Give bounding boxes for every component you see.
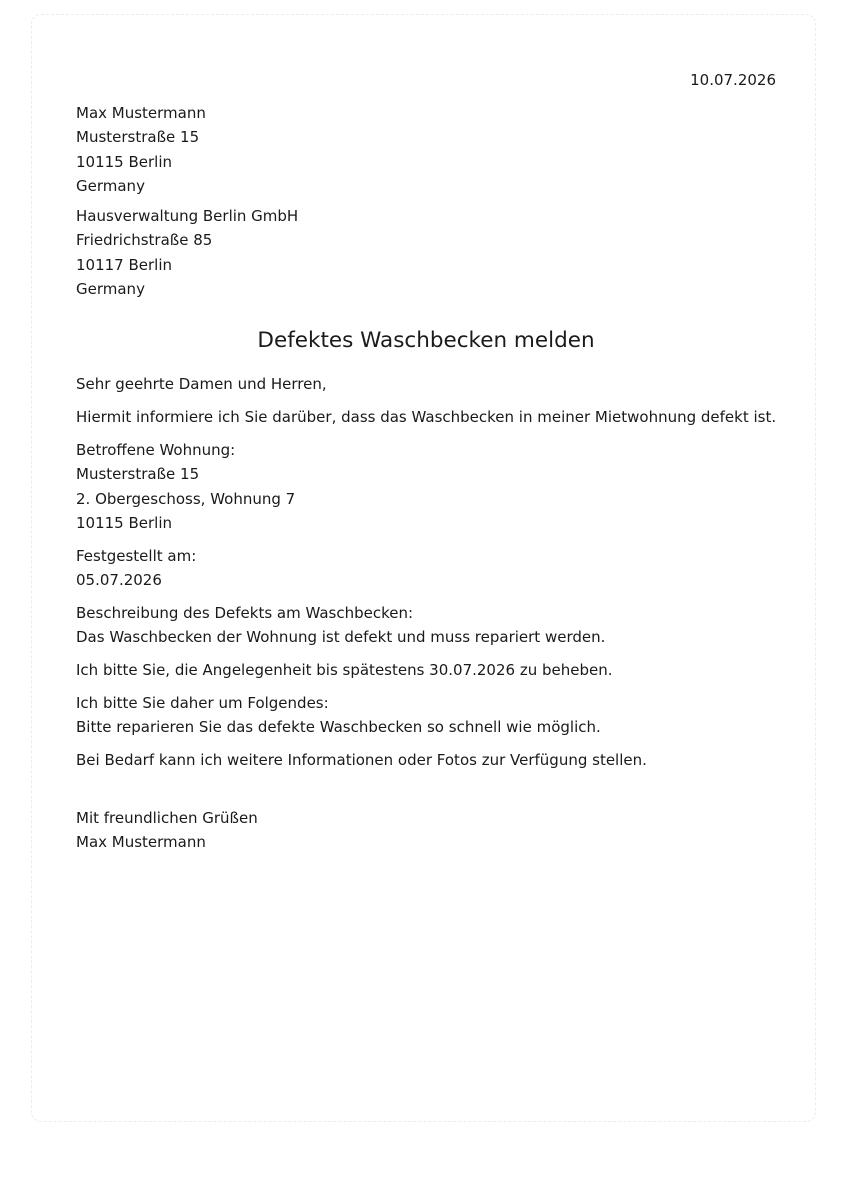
- apartment-street: Musterstraße 15: [76, 465, 200, 484]
- recipient-country: Germany: [76, 279, 145, 298]
- offer-block: [76, 748, 647, 772]
- recipient-name: Hausverwaltung Berlin GmbH: [76, 207, 299, 225]
- sender-country: Germany: [76, 176, 145, 195]
- apartment-unit: 2. Obergeschoss, Wohnung 7: [76, 489, 296, 508]
- apartment-city: 10115 Berlin: [76, 513, 173, 532]
- letter-subject: Defektes Waschbecken melden: [257, 328, 595, 353]
- description-block: [76, 601, 605, 650]
- apartment-label: Betroffene Wohnung:: [76, 441, 236, 459]
- deadline-text: Ich bitte Sie, die Angelegenheit bis spätestens 30.07.2026 zu beheben.: [76, 661, 613, 679]
- intro-block: [76, 405, 776, 429]
- detected-date: 05.07.2026: [76, 571, 162, 590]
- sender-address: [76, 101, 206, 198]
- description-label: Beschreibung des Defekts am Waschbecken:: [76, 604, 414, 622]
- intro-text: Hiermit informiere ich Sie darüber, dass das Waschbecken in meiner Mietwohnung defekt ist.: [76, 408, 777, 426]
- closing-text: Mit freundlichen Grüßen: [76, 809, 258, 827]
- request-block: [76, 691, 601, 740]
- salutation-block: [76, 372, 327, 396]
- sender-name: Max Mustermann: [76, 104, 206, 122]
- offer-text: Bei Bedarf kann ich weitere Informationen oder Fotos zur Verfügung stellen.: [76, 751, 647, 769]
- detected-label: Festgestellt am:: [76, 547, 197, 565]
- letter-date: 10.07.2026: [690, 71, 776, 89]
- sender-street: Musterstraße 15: [76, 128, 200, 147]
- recipient-city: 10117 Berlin: [76, 255, 173, 274]
- request-text: Bitte reparieren Sie das defekte Waschbecken so schnell wie möglich.: [76, 718, 601, 737]
- signature-name: Max Mustermann: [76, 833, 206, 852]
- salutation: Sehr geehrte Damen und Herren,: [76, 375, 327, 393]
- sender-city: 10115 Berlin: [76, 152, 173, 171]
- apartment-block: [76, 438, 295, 535]
- recipient-address: [76, 204, 298, 301]
- recipient-street: Friedrichstraße 85: [76, 231, 213, 250]
- closing-block: [76, 806, 258, 855]
- detected-block: [76, 544, 196, 593]
- request-label: Ich bitte Sie daher um Folgendes:: [76, 694, 329, 712]
- description-text: Das Waschbecken der Wohnung ist defekt und muss repariert werden.: [76, 628, 606, 647]
- deadline-block: [76, 658, 613, 682]
